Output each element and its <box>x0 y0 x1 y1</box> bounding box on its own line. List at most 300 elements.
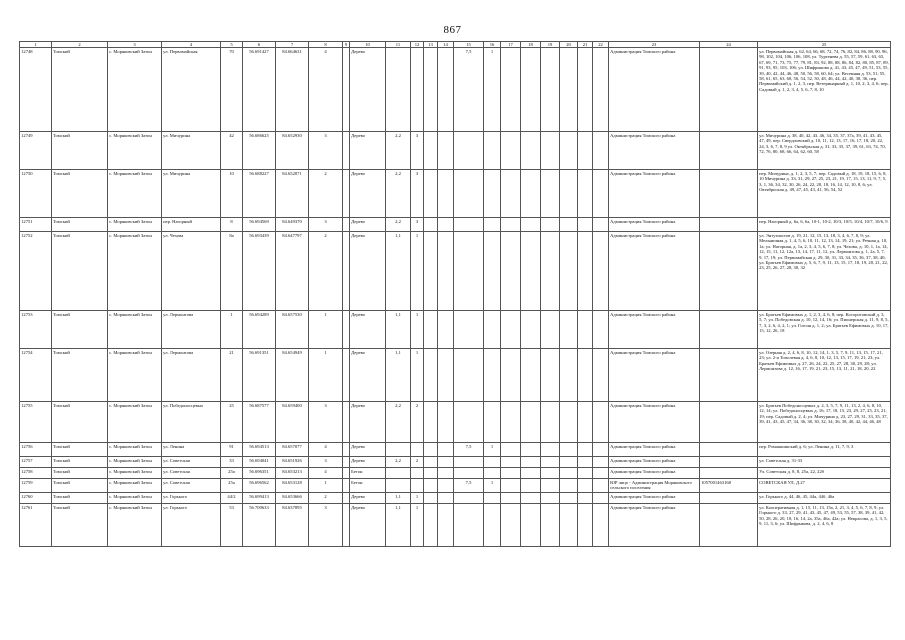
cell-col-19 <box>541 48 560 132</box>
cell-col-2: Томский <box>52 132 108 170</box>
cell-col-21 <box>578 402 593 443</box>
cell-col-17 <box>501 232 521 311</box>
cell-col-13 <box>424 132 438 170</box>
cell-col-22 <box>593 132 609 170</box>
table-row <box>20 232 891 311</box>
cell-col-14 <box>438 349 454 402</box>
cell-col-17 <box>501 349 521 402</box>
cell-col-8: 4 <box>309 48 343 132</box>
cell-col-6: 56.688227 <box>243 170 276 218</box>
cell-col-13 <box>424 402 438 443</box>
cell-col-23: Администрация Томского района <box>609 504 700 547</box>
table-row <box>20 402 891 443</box>
cell-col-21 <box>578 311 593 349</box>
cell-col-22 <box>593 493 609 504</box>
cell-col-5: 70 <box>221 48 243 132</box>
cell-col-17 <box>501 468 521 479</box>
cell-col-5: 25а <box>221 468 243 479</box>
cell-col-22 <box>593 311 609 349</box>
cell-col-10: Дерево <box>350 132 386 170</box>
cell-col-25: ул. Мичурина д. 38, 40, 42, 43, 46, 34, 35, 37, 37а, 39, 41, 43, 45, 47, 49, пер. Свердловский д. 10, 11, 12, 13, 17, 16, 17, 18, 20, 22, 24, 3, 6, 7, 8, 9 ул. Октябрьская д. 31, 33, 35, 37, 39, 61, 63, 74, 70, 72, 76, 80, 68, 66, 64, 62, 60, 58 <box>758 132 891 170</box>
cell-col-6: 56.693439 <box>243 232 276 311</box>
cell-col-18 <box>521 493 541 504</box>
cell-col-24: 1057001463168 <box>700 479 758 493</box>
cell-col-1: 12748 <box>20 48 52 132</box>
cell-col-4: ул. Советская <box>162 457 221 468</box>
cell-col-21 <box>578 48 593 132</box>
cell-col-24 <box>700 218 758 232</box>
cell-col-18 <box>521 479 541 493</box>
cell-col-10: Бетон <box>350 479 386 493</box>
column-number-cell: 2 <box>52 42 108 48</box>
cell-col-6: 56.686625 <box>243 132 276 170</box>
cell-col-8: 2 <box>309 170 343 218</box>
cell-col-18 <box>521 170 541 218</box>
cell-col-17 <box>501 443 521 457</box>
table-row <box>20 170 891 218</box>
table-row <box>20 218 891 232</box>
cell-col-4: ул. Мичурина <box>162 132 221 170</box>
cell-col-22 <box>593 479 609 493</box>
cell-col-19 <box>541 443 560 457</box>
cell-col-17 <box>501 311 521 349</box>
cell-col-16: 1 <box>484 479 501 493</box>
cell-col-13 <box>424 218 438 232</box>
cell-col-23: Администрация Томского района <box>609 170 700 218</box>
cell-col-13 <box>424 349 438 402</box>
cell-col-22 <box>593 232 609 311</box>
cell-col-11: 1,1 <box>386 311 411 349</box>
cell-col-21 <box>578 479 593 493</box>
cell-col-18 <box>521 48 541 132</box>
cell-col-6: 56.691427 <box>243 48 276 132</box>
cell-col-21 <box>578 132 593 170</box>
cell-col-10: Дерево <box>350 402 386 443</box>
cell-col-1: 12759 <box>20 479 52 493</box>
cell-col-3: с. Моряковский Затон <box>108 132 162 170</box>
cell-col-12 <box>411 479 424 493</box>
column-number-cell: 1 <box>20 42 52 48</box>
cell-col-13 <box>424 311 438 349</box>
cell-col-8: 3 <box>309 132 343 170</box>
cell-col-2: Томский <box>52 479 108 493</box>
column-number-cell: 11 <box>386 42 411 48</box>
cell-col-18 <box>521 402 541 443</box>
cell-col-1: 12750 <box>20 170 52 218</box>
cell-col-23: Администрация Томского района <box>609 232 700 311</box>
cell-col-18 <box>521 504 541 547</box>
cell-col-20 <box>560 132 578 170</box>
cell-col-7: 84.653666 <box>276 493 309 504</box>
cell-col-13 <box>424 457 438 468</box>
cell-col-4: ул. Горького <box>162 504 221 547</box>
cell-col-9 <box>343 479 350 493</box>
column-number-cell: 14 <box>438 42 454 48</box>
column-number-cell: 24 <box>700 42 758 48</box>
cell-col-3: с. Моряковский Затон <box>108 493 162 504</box>
cell-col-12: 1 <box>411 493 424 504</box>
cell-col-5: 25 <box>221 402 243 443</box>
cell-col-25: пер. Ромашкинский д. 6; ул. Ленина д. 11, 7, 9, 3 <box>758 443 891 457</box>
cell-col-10: Дерево <box>350 349 386 402</box>
cell-col-16 <box>484 232 501 311</box>
cell-col-7: 84.649370 <box>276 218 309 232</box>
cell-col-13 <box>424 493 438 504</box>
cell-col-12 <box>411 468 424 479</box>
cell-col-2: Томский <box>52 457 108 468</box>
cell-col-2: Томский <box>52 468 108 479</box>
cell-col-18 <box>521 457 541 468</box>
cell-col-5: 91 <box>221 443 243 457</box>
cell-col-25: пер. Мичурина, д. 1, 2, 3, 5, 7; пер. Садовый д. 18, 19, 18, 15, 6, 8, 10 Мичурина д. 33, 31, 29, 27, 25, 23, 21, 19, 17, 15, 13, 11, 9, 7, 5, 3, 1, 36, 34, 32, 30, 26, 24, 22, 20, 18, 16, 14, 12, 10, 8, 6; ул. Октябрьская д. 49, 47, 45, 43, 41, 56, 54, 52 <box>758 170 891 218</box>
cell-col-13 <box>424 468 438 479</box>
table-row <box>20 48 891 132</box>
cell-col-12: 1 <box>411 504 424 547</box>
cell-col-11: 2,2 <box>386 457 411 468</box>
cell-col-16 <box>484 402 501 443</box>
cell-col-3: с. Моряковский Затон <box>108 479 162 493</box>
column-number-cell: 7 <box>276 42 309 48</box>
column-number-cell: 5 <box>221 42 243 48</box>
cell-col-6: 56.687577 <box>243 402 276 443</box>
cell-col-7: 84.653213 <box>276 468 309 479</box>
cell-col-6: 56.694513 <box>243 443 276 457</box>
column-number-cell: 25 <box>758 42 891 48</box>
cell-col-12: 1 <box>411 311 424 349</box>
column-number-cell: 19 <box>541 42 560 48</box>
column-number-cell: 17 <box>501 42 521 48</box>
cell-col-14 <box>438 443 454 457</box>
cell-col-5: 25а <box>221 479 243 493</box>
cell-col-16 <box>484 218 501 232</box>
cell-col-20 <box>560 443 578 457</box>
cell-col-3: с. Моряковский Затон <box>108 170 162 218</box>
cell-col-17 <box>501 493 521 504</box>
cell-col-19 <box>541 170 560 218</box>
cell-col-20 <box>560 402 578 443</box>
cell-col-9 <box>343 457 350 468</box>
cell-col-22 <box>593 468 609 479</box>
cell-col-11: 2,2 <box>386 402 411 443</box>
cell-col-2: Томский <box>52 311 108 349</box>
cell-col-10: Дерево <box>350 493 386 504</box>
column-number-cell: 10 <box>350 42 386 48</box>
cell-col-19 <box>541 457 560 468</box>
cell-col-8: 3 <box>309 218 343 232</box>
cell-col-5: 33 <box>221 457 243 468</box>
cell-col-4: ул. Ленина <box>162 443 221 457</box>
cell-col-16 <box>484 132 501 170</box>
cell-col-9 <box>343 232 350 311</box>
cell-col-5: 1 <box>221 311 243 349</box>
cell-col-15 <box>454 468 484 479</box>
cell-col-5: 21 <box>221 349 243 402</box>
cell-col-22 <box>593 349 609 402</box>
table-row <box>20 457 891 468</box>
cell-col-24 <box>700 468 758 479</box>
cell-col-13 <box>424 479 438 493</box>
cell-col-18 <box>521 311 541 349</box>
cell-col-5: 42 <box>221 132 243 170</box>
cell-col-7: 84.659400 <box>276 402 309 443</box>
cell-col-9 <box>343 218 350 232</box>
cell-col-4: ул. Первомайская <box>162 48 221 132</box>
cell-col-14 <box>438 493 454 504</box>
column-number-cell: 18 <box>521 42 541 48</box>
cell-col-14 <box>438 218 454 232</box>
cell-col-9 <box>343 311 350 349</box>
cell-col-13 <box>424 232 438 311</box>
cell-col-21 <box>578 349 593 402</box>
cell-col-15 <box>454 218 484 232</box>
cell-col-11 <box>386 468 411 479</box>
cell-col-25: пер. Нагорный д. 6а, 6, 6а, 10-1, 10-2, 10/3, 10/5, 10/4, 10/7, 10/6, 9 <box>758 218 891 232</box>
cell-col-16 <box>484 493 501 504</box>
cell-col-9 <box>343 468 350 479</box>
table-row <box>20 443 891 457</box>
cell-col-25: ул. Кооперативная д. 1, 15, 11, 13, 15а, 2, 21, 3, 4, 5, 6, 7, 8, 9; ул. Горького д. 33, 27, 29, 41, 43, 45, 47, 49, 53, 55, 57, 38, 39, 41, 42, 50, 28, 26, 20, 18, 16, 14, 2а, 35а, 46а, 42а; ул. Некрасова, д. 1, 3, 5, 9, 11, 3, 6; ул. Шифрыкова, д. 2, 4, 6, 8 <box>758 504 891 547</box>
cell-col-9 <box>343 48 350 132</box>
cell-col-11: 1,1 <box>386 493 411 504</box>
cell-col-10: Дерево <box>350 311 386 349</box>
cell-col-7: 84.654949 <box>276 349 309 402</box>
cell-col-13 <box>424 48 438 132</box>
cell-col-8: 1 <box>309 311 343 349</box>
cell-col-21 <box>578 493 593 504</box>
registry-table-body <box>20 42 891 547</box>
cell-col-6: 56.696351 <box>243 468 276 479</box>
cell-col-3: с. Моряковский Затон <box>108 232 162 311</box>
cell-col-21 <box>578 468 593 479</box>
cell-col-1: 12761 <box>20 504 52 547</box>
cell-col-16 <box>484 457 501 468</box>
cell-col-6: 56.694289 <box>243 311 276 349</box>
cell-col-9 <box>343 443 350 457</box>
cell-col-16 <box>484 349 501 402</box>
cell-col-12: 3 <box>411 170 424 218</box>
cell-col-4: ул. Мичурина <box>162 170 221 218</box>
cell-col-20 <box>560 48 578 132</box>
cell-col-11: 1,1 <box>386 349 411 402</box>
cell-col-22 <box>593 504 609 547</box>
cell-col-8: 2 <box>309 493 343 504</box>
cell-col-11: 2,2 <box>386 170 411 218</box>
cell-col-5: 53 <box>221 504 243 547</box>
cell-col-1: 12758 <box>20 468 52 479</box>
cell-col-14 <box>438 48 454 132</box>
cell-col-20 <box>560 349 578 402</box>
cell-col-6: 56.700633 <box>243 504 276 547</box>
cell-col-16 <box>484 468 501 479</box>
cell-col-14 <box>438 311 454 349</box>
cell-col-12: 3 <box>411 218 424 232</box>
column-number-cell: 23 <box>609 42 700 48</box>
cell-col-17 <box>501 479 521 493</box>
cell-col-4: ул. Горького <box>162 493 221 504</box>
cell-col-16 <box>484 504 501 547</box>
page-number: 867 <box>443 24 462 36</box>
cell-col-3: с. Моряковский Затон <box>108 349 162 402</box>
cell-col-8: 3 <box>309 504 343 547</box>
cell-col-23: Администрация Томского района <box>609 218 700 232</box>
cell-col-11 <box>386 443 411 457</box>
cell-col-3: с. Моряковский Затон <box>108 443 162 457</box>
cell-col-2: Томский <box>52 170 108 218</box>
column-number-cell: 22 <box>593 42 609 48</box>
cell-col-1: 12755 <box>20 402 52 443</box>
cell-col-19 <box>541 504 560 547</box>
cell-col-17 <box>501 504 521 547</box>
cell-col-7: 84.651926 <box>276 457 309 468</box>
table-row <box>20 311 891 349</box>
cell-col-9 <box>343 170 350 218</box>
column-number-cell: 12 <box>411 42 424 48</box>
cell-col-3: с. Моряковский Затон <box>108 48 162 132</box>
cell-col-3: с. Моряковский Затон <box>108 468 162 479</box>
cell-col-2: Томский <box>52 504 108 547</box>
cell-col-15 <box>454 311 484 349</box>
cell-col-25: Ул. Советская д. 8, 8, 25а, 22, 22б <box>758 468 891 479</box>
cell-col-18 <box>521 232 541 311</box>
cell-col-21 <box>578 218 593 232</box>
cell-col-21 <box>578 457 593 468</box>
cell-col-7: 84.664631 <box>276 48 309 132</box>
cell-col-25: ул. Энтузиастов д. 19, 21, 12, 15, 13, 18, 3, 4, 6, 7, 8, 9; ул. Мельничная д. 1, 4, 5, 6, 10, 11, 12, 13, 14, 19, 21; ул. Речная д. 10, 1а; ул. Нагорная, д. 1а, 2, 3, 4, 5, 6, 7, 8; ул. Чехова, д. 10, 1, 1а, 14, 12, 15, 11, 12, 12а, 13, 14, 17, 11, 12, ул. Лермонтова д. 1, 2а, 5, 7, 9, 17, 19; ул. Первомайская д. 29, 30, 31, 33, 34, 35, 36, 37, 38, 40; ул. Братьев Ефимовых д. 5, 6, 7, 9, 11, 13, 15, 17, 18, 19, 20, 21, 22, 23, 25, 26, 27, 28, 30, 32 <box>758 232 891 311</box>
cell-col-15 <box>454 170 484 218</box>
cell-col-1: 12754 <box>20 349 52 402</box>
cell-col-24 <box>700 402 758 443</box>
cell-col-11 <box>386 48 411 132</box>
cell-col-11: 2,2 <box>386 132 411 170</box>
cell-col-24 <box>700 132 758 170</box>
cell-col-7: 84.652930 <box>276 132 309 170</box>
cell-col-23: Администрация Томского района <box>609 457 700 468</box>
cell-col-17 <box>501 132 521 170</box>
cell-col-20 <box>560 468 578 479</box>
cell-col-21 <box>578 232 593 311</box>
column-number-cell: 20 <box>560 42 578 48</box>
cell-col-25: ул. Горького д. 44, 46, 45, 44а, 44б, 46а <box>758 493 891 504</box>
cell-col-23: Администрация Томского района <box>609 48 700 132</box>
cell-col-9 <box>343 402 350 443</box>
cell-col-14 <box>438 132 454 170</box>
cell-col-20 <box>560 493 578 504</box>
cell-col-20 <box>560 479 578 493</box>
cell-col-10: Дерево <box>350 457 386 468</box>
cell-col-2: Томский <box>52 48 108 132</box>
cell-col-19 <box>541 218 560 232</box>
cell-col-23: Администрация Томского района <box>609 443 700 457</box>
cell-col-1: 12752 <box>20 232 52 311</box>
cell-col-11: 1,1 <box>386 232 411 311</box>
table-row <box>20 504 891 547</box>
cell-col-23: Администрация Томского района <box>609 402 700 443</box>
cell-col-23: ЮР лицо - Администрация Моряковского сельского поселения <box>609 479 700 493</box>
cell-col-13 <box>424 170 438 218</box>
column-number-cell: 21 <box>578 42 593 48</box>
cell-col-16: 1 <box>484 48 501 132</box>
cell-col-15: 7,5 <box>454 479 484 493</box>
cell-col-7: 84.647797 <box>276 232 309 311</box>
cell-col-15 <box>454 457 484 468</box>
cell-col-21 <box>578 504 593 547</box>
cell-col-4: ул. Лермонтова <box>162 311 221 349</box>
cell-col-2: Томский <box>52 493 108 504</box>
cell-col-21 <box>578 443 593 457</box>
cell-col-23: Администрация Томского района <box>609 132 700 170</box>
cell-col-6: 56.691351 <box>243 349 276 402</box>
cell-col-10: Дерево <box>350 443 386 457</box>
cell-col-14 <box>438 402 454 443</box>
cell-col-24 <box>700 311 758 349</box>
column-number-cell: 8 <box>309 42 343 48</box>
cell-col-9 <box>343 493 350 504</box>
cell-col-16: 1 <box>484 443 501 457</box>
cell-col-6: 56.694041 <box>243 457 276 468</box>
cell-col-18 <box>521 468 541 479</box>
cell-col-1: 12751 <box>20 218 52 232</box>
cell-col-7: 84.657077 <box>276 443 309 457</box>
cell-col-17 <box>501 218 521 232</box>
cell-col-8: 2 <box>309 232 343 311</box>
cell-col-25: ул. Советская д. 31-33 <box>758 457 891 468</box>
cell-col-23: Администрация Томского района <box>609 349 700 402</box>
cell-col-16 <box>484 170 501 218</box>
cell-col-22 <box>593 170 609 218</box>
cell-col-18 <box>521 218 541 232</box>
column-number-cell: 13 <box>424 42 438 48</box>
cell-col-10: Дерево <box>350 504 386 547</box>
cell-col-4: ул. Советская <box>162 468 221 479</box>
cell-col-25: ул. Братьев Ефимовых д. 1, 2, 3, 4, 6, 8; пер. Косоротовский д. 3, 5, 7; ул. Победовская д. 10, 12, 14, 16; ул. Пионерская д. 11, 9, 8, 5, 7, 3, 2, 6, 4, 2, 1; ул. Гоголя д. 1, 2; ул. Братьев Ефимовых д. 10, 17, 15, 12, 26, 18 <box>758 311 891 349</box>
cell-col-13 <box>424 443 438 457</box>
cell-col-8: 4 <box>309 443 343 457</box>
cell-col-3: с. Моряковский Затон <box>108 311 162 349</box>
cell-col-2: Томский <box>52 349 108 402</box>
cell-col-2: Томский <box>52 218 108 232</box>
cell-col-25: ул. Братьев Победоносцевых д. 2, 3, 5, 7, 9, 11, 13, 2, 4, 6, 8, 10, 12, 14; ул. Победоносцевых д. 16, 17, 18, 15, 23, 29, 27, 25, 23, 21, 19; пер. Садовый д. 2, 4; ул. Мичурина д. 23, 27, 29, 31, 33, 35, 37, 39, 41, 43, 45, 47, 34, 36, 38, 30, 32, 34, 36, 38, 40, 42, 44, 46, 48 <box>758 402 891 443</box>
cell-col-14 <box>438 504 454 547</box>
cell-col-22 <box>593 402 609 443</box>
cell-col-14 <box>438 457 454 468</box>
table-row <box>20 132 891 170</box>
cell-col-24 <box>700 349 758 402</box>
cell-col-15 <box>454 132 484 170</box>
cell-col-19 <box>541 468 560 479</box>
table-row <box>20 479 891 493</box>
cell-col-7: 84.652071 <box>276 170 309 218</box>
cell-col-11: 1,1 <box>386 504 411 547</box>
cell-col-18 <box>521 132 541 170</box>
cell-col-13 <box>424 504 438 547</box>
cell-col-17 <box>501 48 521 132</box>
cell-col-9 <box>343 504 350 547</box>
cell-col-12: 1 <box>411 349 424 402</box>
cell-col-25: ул. Первомайская д. 62, 64, 66, 68, 72, 74, 76, 82, 84, 86, 88, 90, 96, 98, 102, 104, 106, 106, 108, ул. Тургенева д. 55, 57, 59, 61, 63, 65, 67, 69, 71, 73, 75, 77, 79, 81, 83, 92, 88, 88, 86, 84, 82, 80, 85, 87, 89, 91, 93, 95, 103, 106; ул. Шифрыкова д. 41, 43, 45, 47, 49, 51, 53, 55, 39, 40, 42, 44, 46, 48, 50, 56, 58, 60, 64; ул. Весенняя д. 53, 51, 55, 58, 61, 65, 63, 68, 56, 54, 52, 50, 48, 46, 44, 42, 40, 38, 36, пер. Первомайский д. 1, 2, 3, пер. Ветеринарный д. 1, 10, 2, 3, 4, 6; пер. Садовый д. 1, 2, 3, 4, 5, 6, 7, 8, 10 <box>758 48 891 132</box>
cell-col-10: Бетон <box>350 468 386 479</box>
cell-col-15: 7,5 <box>454 443 484 457</box>
cell-col-24 <box>700 48 758 132</box>
cell-col-9 <box>343 349 350 402</box>
cell-col-10: Дерево <box>350 170 386 218</box>
cell-col-3: с. Моряковский Затон <box>108 504 162 547</box>
cell-col-4: пер. Нагорный <box>162 218 221 232</box>
cell-col-24 <box>700 232 758 311</box>
cell-col-12: 1 <box>411 232 424 311</box>
cell-col-10: Дерево <box>350 48 386 132</box>
cell-col-24 <box>700 493 758 504</box>
cell-col-17 <box>501 457 521 468</box>
